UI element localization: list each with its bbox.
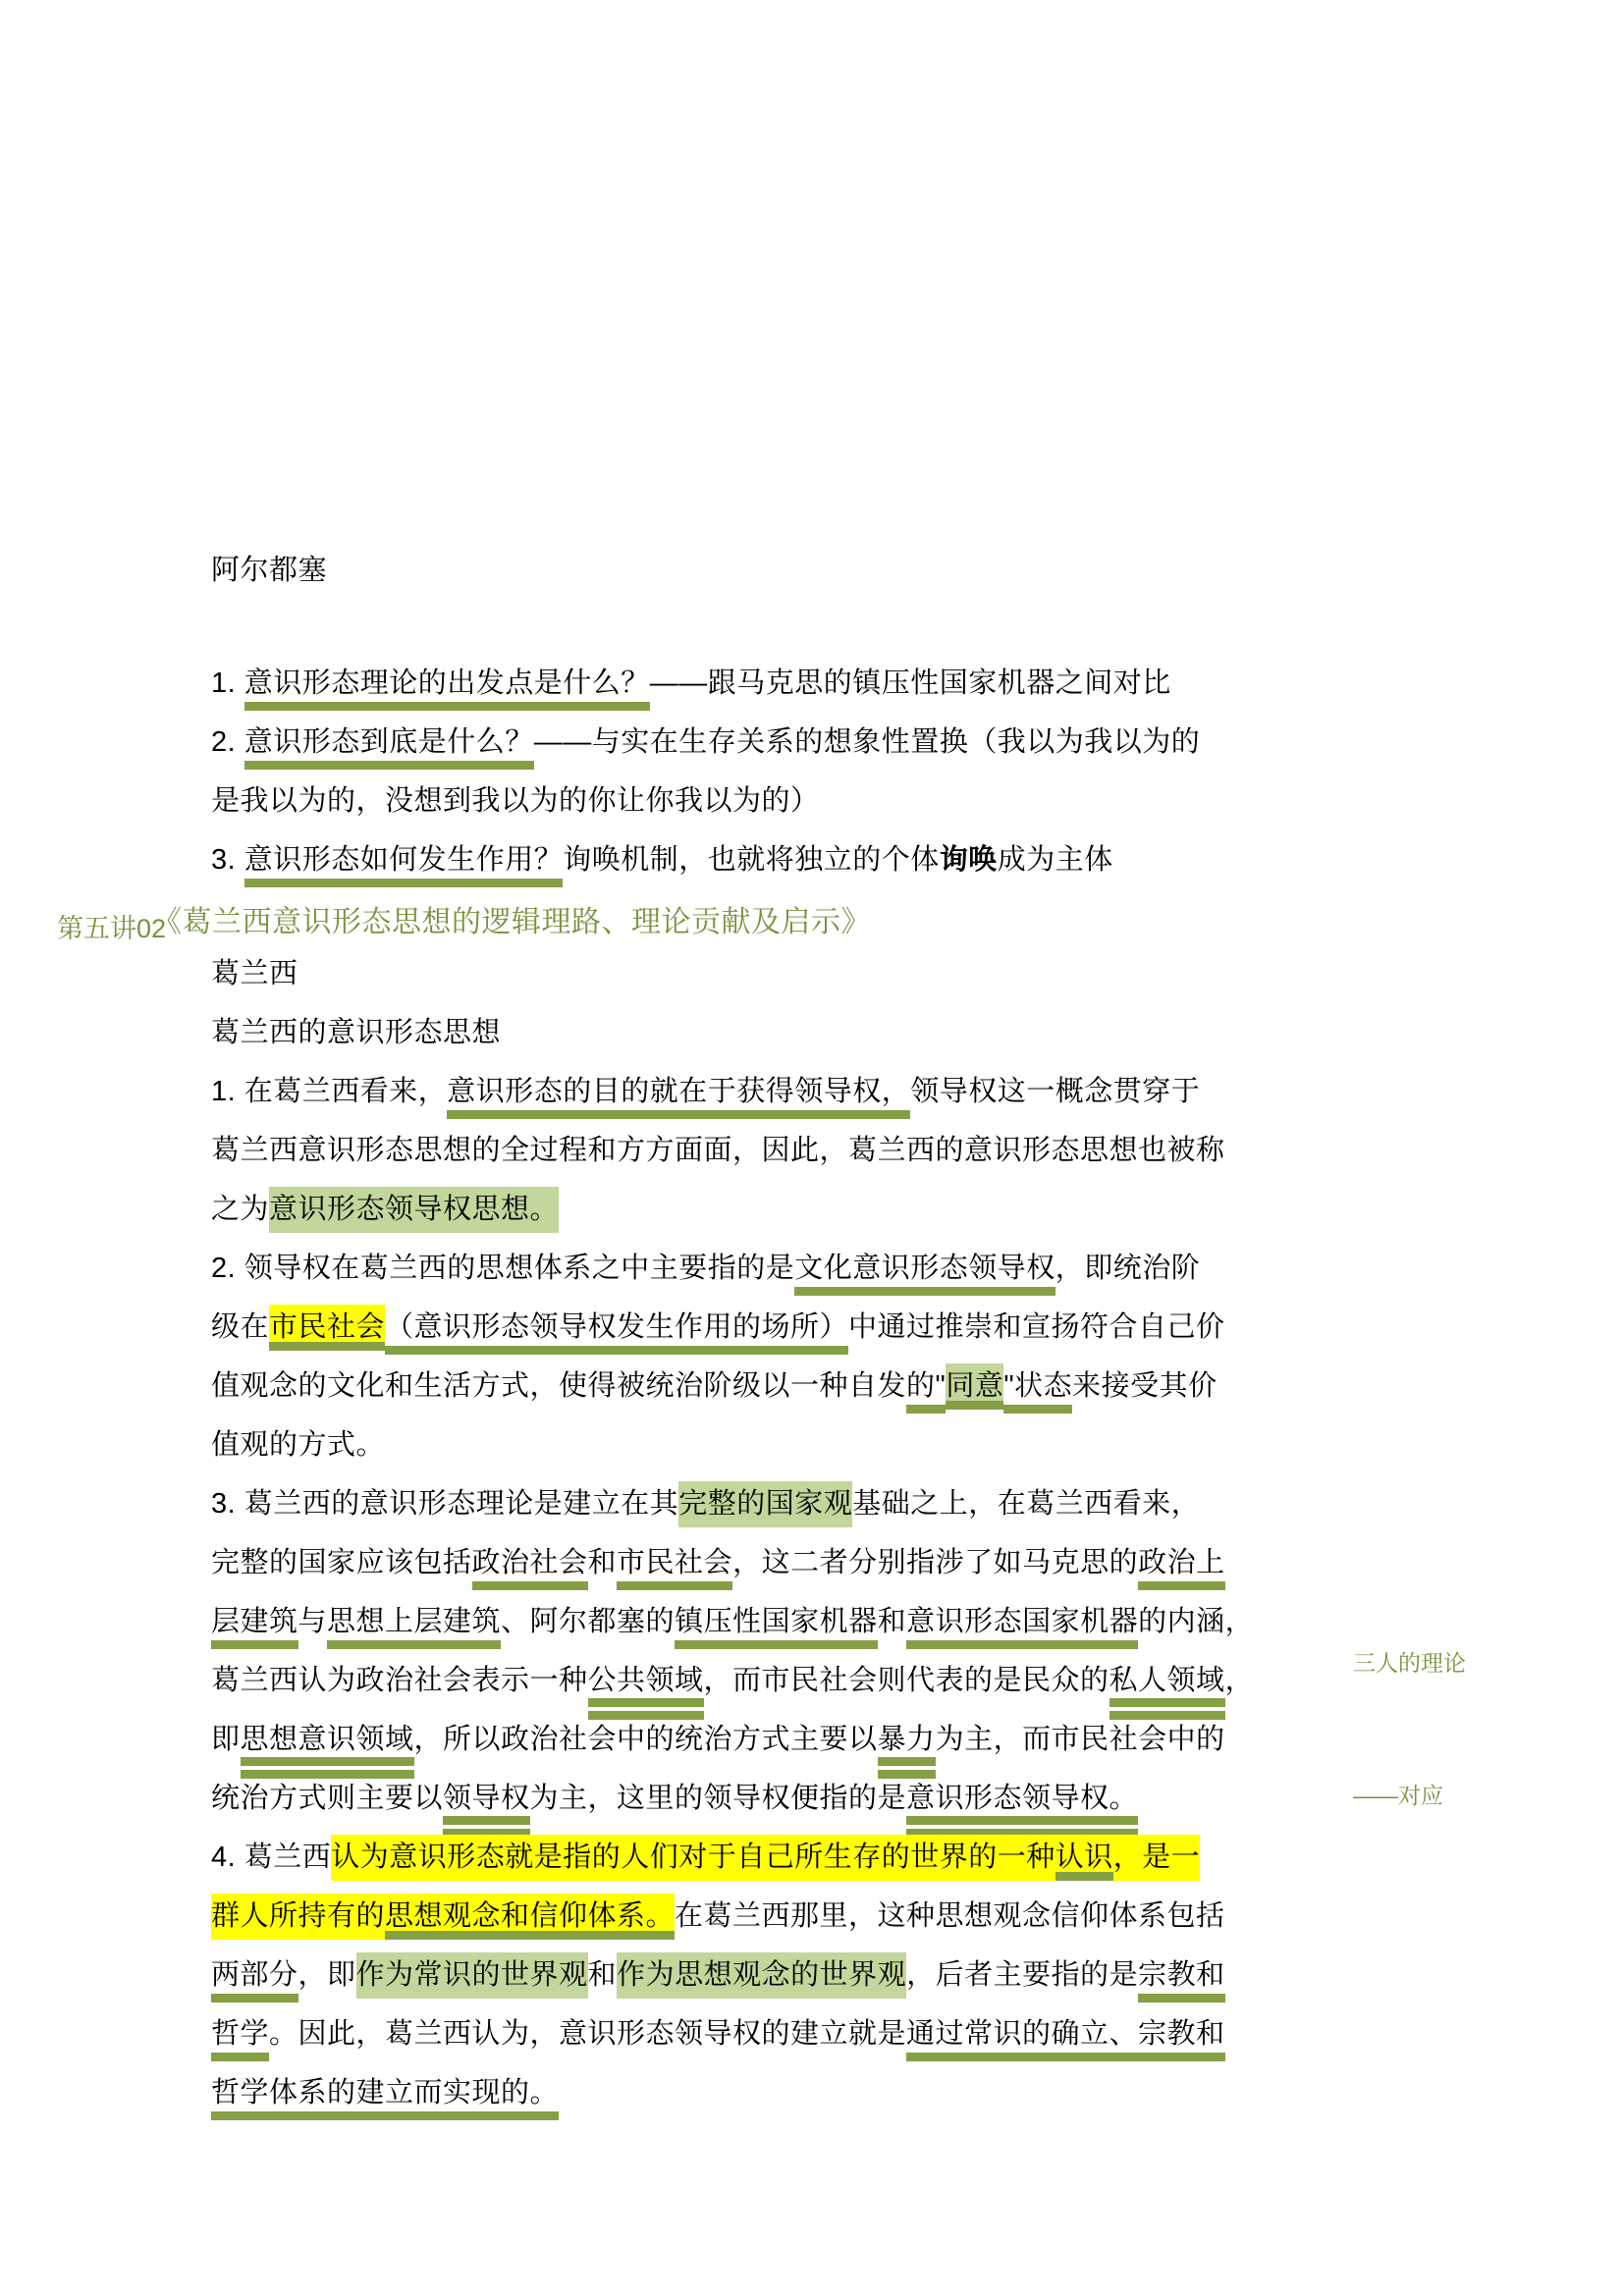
text-segment: 成为主体	[997, 844, 1113, 876]
doc-line-althusser-heading	[211, 541, 1291, 600]
text-segment: 宗教和	[1138, 1959, 1225, 2002]
text-segment: 是一	[1142, 1835, 1200, 1881]
text-segment: 值观的方式。	[211, 1429, 386, 1461]
text-segment: 哲学	[211, 2018, 269, 2061]
side-note-line-2: ——对应	[1353, 1783, 1443, 1808]
text-segment: 葛兰西	[211, 958, 298, 989]
text-segment: 的内涵，	[1138, 1606, 1255, 1637]
text-segment: 、阿尔都塞的	[501, 1606, 676, 1637]
doc-line-item2-cont	[211, 772, 1291, 830]
text-segment: ，后者主要指的是	[906, 1959, 1139, 1991]
text-segment: 两部分	[211, 1959, 298, 2002]
text-segment: 基础之上，在葛兰西看来，	[852, 1488, 1201, 1520]
text-segment: 和	[587, 1547, 618, 1578]
text-segment: 为主，这里的领导权便指的是	[529, 1783, 907, 1814]
text-segment: 公共领域	[588, 1665, 704, 1720]
text-segment: 作为思想观念的世界观	[617, 1952, 906, 1999]
text-segment: 2.	[211, 726, 244, 758]
text-segment: ——与实在生存关系的想象性置换（我以为我以为的	[533, 726, 1201, 758]
text-segment: 政治社会	[472, 1547, 588, 1590]
text-segment: 是我以为的，没想到我以为的你让你我以为的）	[211, 785, 820, 817]
doc-line-p4-3	[211, 1946, 1291, 2004]
text-segment: "状态	[1003, 1370, 1072, 1414]
text-segment: 1.	[211, 667, 244, 699]
text-segment: 来接受其价	[1072, 1370, 1217, 1402]
doc-line-p3-2	[211, 1533, 1291, 1592]
text-segment: 暴力	[878, 1724, 936, 1779]
text-segment: ，即统治阶	[1055, 1253, 1201, 1284]
doc-line-p1-1	[211, 1062, 1291, 1121]
text-segment: 2. 领导权在葛兰西的思想体系之中主要指的是	[211, 1253, 795, 1284]
doc-line-item2	[211, 713, 1291, 772]
text-segment: 完整的国家应该包括	[211, 1547, 472, 1578]
text-segment: 领导权这一概念贯穿于	[910, 1076, 1201, 1107]
text-segment: 思想上层建筑	[327, 1606, 501, 1649]
text-segment: ，所以政治社会中的统治方式主要以	[413, 1724, 878, 1755]
text-segment: ——跟马克思的镇压性国家机器之间对比	[649, 667, 1171, 699]
text-segment: （意识形态领导权发生作用的场所）	[385, 1311, 848, 1355]
text-segment: 通过常识的确立、宗教和	[906, 2018, 1225, 2061]
doc-line-p2-2	[211, 1298, 1291, 1357]
doc-line-p4-1	[211, 1828, 1291, 1887]
doc-line-p4-4	[211, 2004, 1291, 2063]
text-segment: ，	[1224, 1665, 1255, 1696]
doc-line-item3	[211, 830, 1291, 889]
text-segment: ，这二者分别指涉了如马克思的	[732, 1547, 1139, 1578]
text-segment: 询唤机制，也就将独立的个体	[563, 844, 940, 876]
document-body	[152, 541, 1291, 2122]
doc-line-p3-5	[211, 1710, 1291, 1769]
text-segment: 层建筑	[211, 1606, 298, 1649]
margin-side-note	[1353, 1553, 1466, 1906]
text-segment: 1. 在葛兰西看来，	[211, 1076, 448, 1107]
text-segment: 葛兰西的意识形态思想	[211, 1017, 502, 1048]
doc-line-p2-1	[211, 1239, 1291, 1298]
text-segment: 市民社会	[617, 1547, 732, 1590]
doc-line-p2-3	[211, 1357, 1291, 1415]
text-segment: 思想意识领域	[241, 1724, 414, 1779]
text-segment: 哲学体系的建立而实现的。	[211, 2077, 559, 2120]
doc-line-p1-3	[211, 1180, 1291, 1239]
text-segment: 意识形态国家机器	[906, 1606, 1138, 1649]
text-segment: 阿尔都塞	[211, 555, 328, 586]
text-segment: 即	[211, 1724, 241, 1755]
doc-line-item1	[211, 654, 1291, 713]
text-segment: 4. 葛兰西	[211, 1842, 332, 1873]
text-segment: 思想观念和信仰体系。	[385, 1894, 675, 1940]
text-segment: 之为	[211, 1194, 270, 1225]
text-segment: 完整的国家观	[678, 1481, 852, 1527]
doc-line-p3-1	[211, 1474, 1291, 1533]
text-segment: 与	[298, 1606, 328, 1637]
text-segment: 。因此，葛兰西认为，意识形态领导权的建立就是	[269, 2018, 907, 2050]
text-segment: 领导权	[443, 1783, 530, 1838]
text-segment: 统治方式则主要以	[211, 1783, 444, 1814]
text-segment: 意识形态领导权。	[906, 1783, 1138, 1838]
text-segment: 市民社会	[269, 1305, 385, 1351]
text-segment: 作为常识的世界观	[356, 1952, 588, 1999]
text-segment: 和	[877, 1606, 907, 1637]
text-segment: 文化意识形态领导权	[794, 1253, 1055, 1296]
text-segment: ，即	[298, 1959, 356, 1991]
text-segment: 意识形态的目的就在于获得领导权，	[447, 1076, 910, 1119]
text-segment: 葛兰西认为政治社会表示一种	[211, 1665, 588, 1696]
text-segment: 认识	[1055, 1835, 1113, 1881]
doc-line-p3-3	[211, 1592, 1291, 1651]
text-segment: 的"	[906, 1370, 946, 1414]
text-segment: 镇压性国家机器	[675, 1606, 878, 1649]
doc-line-p4-2	[211, 1887, 1291, 1946]
doc-line-green-title	[152, 901, 1291, 944]
lecture-number-label: 第五讲02	[57, 914, 167, 943]
text-segment: 同意	[946, 1363, 1003, 1410]
text-segment: 值观念的文化和生活方式，使得被统治阶级以一种自发	[211, 1370, 907, 1402]
text-segment: 意识形态到底是什么？	[244, 726, 534, 770]
text-segment: 认为意识形态就是指的人们对于自己所生存的世界的一种	[331, 1835, 1055, 1881]
side-note-line-1: 三人的理论	[1353, 1650, 1466, 1676]
doc-line-p2-4	[211, 1415, 1291, 1474]
text-segment: 中通过推崇和宣扬符合自己价	[848, 1311, 1225, 1343]
text-segment: 政治上	[1138, 1547, 1225, 1590]
text-segment: 意识形态理论的出发点是什么？	[244, 667, 650, 711]
text-segment: ，	[1113, 1835, 1143, 1881]
text-segment: 3. 葛兰西的意识形态理论是建立在其	[211, 1488, 679, 1520]
text-segment: 3.	[211, 844, 244, 876]
doc-line-p1-2	[211, 1121, 1291, 1180]
text-segment: 询唤	[939, 844, 998, 876]
text-segment: 级在	[211, 1311, 270, 1343]
doc-line-p4-5	[211, 2063, 1291, 2122]
text-segment: 私人领域	[1109, 1665, 1225, 1720]
doc-line-gramsci	[211, 944, 1291, 1003]
text-segment: ，而市民社会则代表的是民众的	[703, 1665, 1109, 1696]
text-segment: 意识形态如何发生作用？	[244, 844, 564, 887]
text-segment: 葛兰西意识形态思想的全过程和方方面面，因此，葛兰西的意识形态思想也被称	[211, 1135, 1225, 1166]
text-segment: 在葛兰西那里，这种思想观念信仰体系包括	[675, 1900, 1225, 1932]
text-segment: 《葛兰西意识形态思想的逻辑理路、理论贡献及启示》	[152, 906, 871, 938]
doc-line-p3-6	[211, 1769, 1291, 1828]
text-segment: 意识形态领导权思想。	[269, 1187, 559, 1233]
text-segment: 和	[587, 1959, 618, 1991]
text-segment: 为主，而市民社会中的	[935, 1724, 1225, 1755]
doc-line-p3-4	[211, 1651, 1291, 1710]
doc-line-gramsci-heading	[211, 1003, 1291, 1062]
text-segment: 群人所持有的	[211, 1894, 385, 1940]
